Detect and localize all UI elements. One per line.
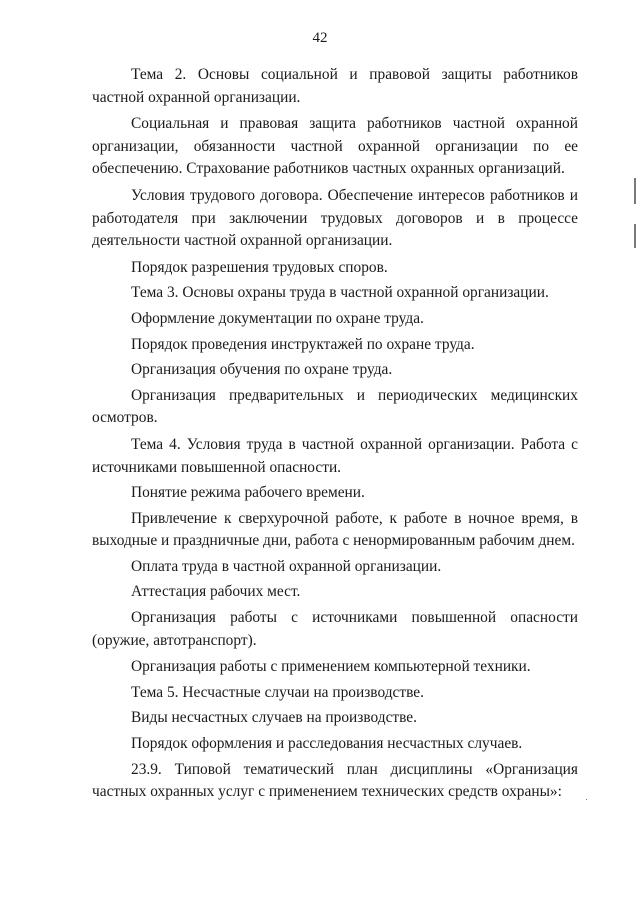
topic-4-heading: Тема 4. Условия труда в частной охранной организации. Работа с источниками повышенной опасности. (92, 435, 578, 476)
paragraph-accident-types: Виды несчастных случаев на производстве. (131, 709, 417, 727)
topic-3-heading: Тема 3. Основы охраны труда в частной охранной организации. (131, 284, 549, 302)
paragraph-safety-documentation: Оформление документации по охране труда. (131, 309, 424, 327)
topic-5-heading: Тема 5. Несчастные случаи на производстве. (131, 683, 424, 701)
scan-edge-mark (634, 224, 636, 248)
scan-edge-mark (634, 178, 636, 204)
paragraph-overtime: Привлечение к сверхурочной работе, к работе в ночное время, в выходные и праздничные дни, работа с ненормированным рабочим днем. (92, 509, 578, 550)
paragraph-safety-briefings: Порядок проведения инструктажей по охране труда. (131, 335, 475, 353)
page-number: 42 (312, 30, 328, 46)
paragraph-working-time: Понятие режима рабочего времени. (131, 484, 365, 502)
paragraph-safety-training: Организация обучения по охране труда. (131, 361, 393, 379)
paragraph-labor-disputes: Порядок разрешения трудовых споров. (131, 258, 388, 276)
paragraph-hazard-sources: Организация работы с источниками повышенной опасности (оружие, автотранспорт). (92, 609, 578, 649)
topic-2-heading: Тема 2. Основы социальной и правовой защиты работников частной охранной организации. (92, 66, 578, 106)
paragraph-accident-investigation: Порядок оформления и расследования несчастных случаев. (131, 735, 523, 753)
document-body (92, 64, 578, 807)
paragraph-employment-contract: Условия трудового договора. Обеспечение интересов работников и работодателя при заключении трудовых договоров и в процессе деятельности частной охранной организации. (92, 186, 578, 250)
paragraph-social-legal-protection: Социальная и правовая защита работников частной охранной организации, обязанности частной охранной организации по ее обеспечению. Страхование работников частных охранных организаций. (92, 115, 578, 178)
section-23-9-heading: 23.9. Типовой тематический план дисциплины «Организация частных охранных услуг с применением технических средств охраны»: (92, 760, 578, 801)
paragraph-workplace-certification: Аттестация рабочих мест. (131, 583, 301, 601)
paragraph-computer-work: Организация работы с применением компьютерной техники. (131, 658, 531, 676)
paragraph-medical-exams: Организация предварительных и периодических медицинских осмотров. (92, 386, 578, 427)
paragraph-wages: Оплата труда в частной охранной организации. (131, 557, 442, 575)
scan-speck (586, 799, 587, 800)
